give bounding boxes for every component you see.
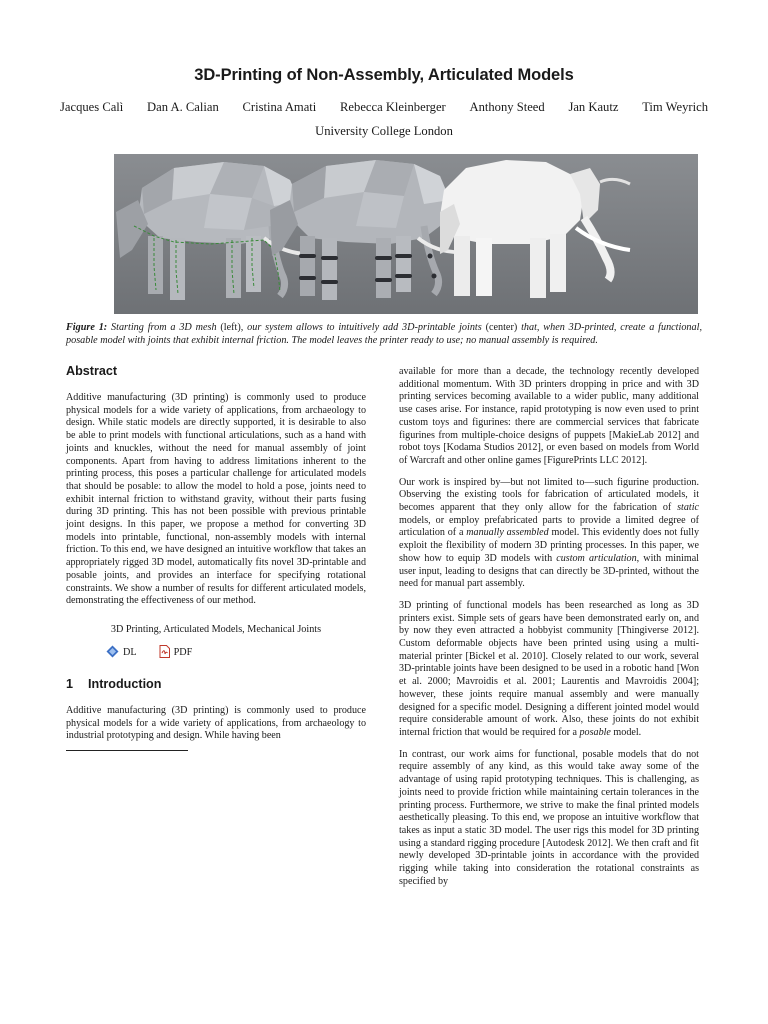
emphasis-text: static bbox=[677, 502, 699, 514]
author-name: Jacques Calì bbox=[60, 100, 124, 114]
caption-text: Starting from a 3D mesh bbox=[107, 322, 221, 333]
caption-paren: (left) bbox=[220, 322, 241, 333]
author-name: Tim Weyrich bbox=[642, 100, 708, 114]
left-column bbox=[66, 364, 366, 751]
caption-paren: (center) bbox=[485, 322, 518, 333]
paragraph-text: 3D printing of functional models has been researched as long as 3D printers exist. Simple sets of gears have been demonstrated early on, and by now they even attracted a hobbyist community [Thingiverse 2012]. Custom deformable objects have been printed using using a multi-material printer [Bickel et al. 2010]. Closely related to our work, several 3D-printable joints have been designed to be used in a robotic hand [Won et al. 2000; Mavroidis et al. 2001; Laurentis and Mavroidis 2004]; however, these joints require manual assembly and were manually designed for a specific model. Designing a different jointed model would require considerable amount of work. Also, these joints do not exhibit internal friction that would be required for a bbox=[399, 599, 699, 738]
keywords: 3D Printing, Articulated Models, Mechanical Joints bbox=[110, 623, 322, 635]
paragraph-text: model. This evidently does not fully exploit the flexibility of modern 3D printing processes. In this paper, we show how to equip 3D models with bbox=[399, 527, 699, 564]
paragraph bbox=[399, 477, 699, 591]
affiliation: University College London bbox=[315, 124, 453, 138]
author-name: Jan Kautz bbox=[568, 100, 619, 114]
author-name: Anthony Steed bbox=[469, 100, 545, 114]
author-name: Cristina Amati bbox=[242, 100, 317, 114]
author-name: Rebecca Kleinberger bbox=[340, 100, 446, 114]
paragraph-text: model. bbox=[610, 726, 642, 738]
section-title: Introduction bbox=[88, 676, 162, 691]
intro-text: Additive manufacturing (3D printing) is commonly used to produce physical models for a wide variety of applications, from archaeology to industrial prototyping and design. While having been bbox=[66, 704, 366, 742]
dl-link[interactable]: DL bbox=[123, 647, 137, 659]
paragraph: In contrast, our work aims for functional, posable models that do not require assembly of any kind, as this would take away some of the advantage of using rapid prototyping techniques. This is challenging, as joints need to provide friction while maintaining certain tolerances in the printing process. Furthermore, we strive to make the final printed models aesthetically pleasing. To this end, we propose an intuitive workflow that takes as input a static 3D model. The user rigs this model for 3D printing using a standard rigging procedure [Autodesk 2012]. We then craft and fit newly developed 3D-printable joints in accordance with the provided rigging while taking into consideration the rotational constraints as specified by bbox=[399, 748, 699, 887]
dl-diamond-icon[interactable] bbox=[106, 645, 119, 661]
intro-heading bbox=[66, 677, 366, 691]
caption-text: that, when 3D-printed, create a functional, posable model with joints that exhibit internal friction. The model leaves the printer ready to use; no manual assembly is required. bbox=[66, 322, 703, 346]
figure-caption bbox=[66, 321, 702, 347]
abstract-heading: Abstract bbox=[66, 364, 118, 378]
pdf-file-icon[interactable] bbox=[159, 645, 170, 661]
section-number: 1 bbox=[66, 676, 74, 691]
author-list bbox=[60, 100, 708, 115]
caption-text: , our system allows to intuitively add 3D-printable joints bbox=[240, 322, 486, 333]
pdf-link[interactable]: PDF bbox=[173, 647, 193, 659]
emphasis-text: posable bbox=[579, 726, 611, 738]
author-name: Dan A. Calian bbox=[147, 100, 219, 114]
footnote-rule bbox=[66, 750, 188, 751]
emphasis-text: custom articulation bbox=[556, 552, 637, 564]
paragraph-text: models, or employ prefabricated parts to provide a limited degree of articulation of a bbox=[399, 514, 699, 539]
right-column bbox=[399, 366, 699, 888]
emphasis-text: manually assembled bbox=[466, 527, 549, 539]
paragraph-text: , with minimal user input, leading to designs that can directly be 3D-printed, without the need for manual part assembly. bbox=[399, 552, 699, 590]
abstract-text: Additive manufacturing (3D printing) is commonly used to produce physical models for a wide variety of applications, from archaeology to design. While static models are directly supported, it is desirable to also be able to print models with functional articulations, such as a hand with joints and knuckles, without the need for manual assembly of joint components. Apart from having to address limitations inherent to the printing process, this poses a particular challenge for articulated models that should be posable: to allow the model to hold a pose, joints need to exhibit internal friction to withstand gravity, without their parts fusing during 3D printing. This has not been possible with previous printable joint designs. In this paper, we propose a method for converting 3D models into printable, functional, non-assembly models with internal friction. To this end, we have designed an intuitive workflow that takes an appropriately rigged 3D model, automatically fits novel 3D-printable and posable joints, and provides an interface for specifying rotational constraints. We show a number of results for different articulated models, demonstrating the effectiveness of our method. bbox=[66, 392, 366, 607]
paragraph-text: Our work is inspired by—but not limited to—such figurine production. Observing the existing tools for fabrication of articulated models, it becomes apparent that they only allow for the fabrication of bbox=[399, 476, 699, 514]
caption-label: Figure 1: bbox=[66, 322, 108, 333]
teaser-figure bbox=[114, 154, 698, 314]
download-links bbox=[106, 645, 366, 661]
paragraph bbox=[399, 600, 699, 740]
paper-title: 3D-Printing of Non-Assembly, Articulated Models bbox=[194, 66, 574, 84]
elephant-figure-image bbox=[114, 154, 698, 314]
paragraph: available for more than a decade, the technology recently developed additional momentum. With 3D printers dropping in price and with 3D printing services becoming available to a wider public, many additional use cases arise. For instance, rapid prototyping is now even used to print custom toys and figurines: there are commercial services that fabricate figurines from multiple-choice designs of puppets [MakieLab 2012] and robot toys [Kodama Studios 2012], or even based on models from World of Warcraft and other online games [FigurePrints LLC 2012]. bbox=[399, 366, 699, 466]
